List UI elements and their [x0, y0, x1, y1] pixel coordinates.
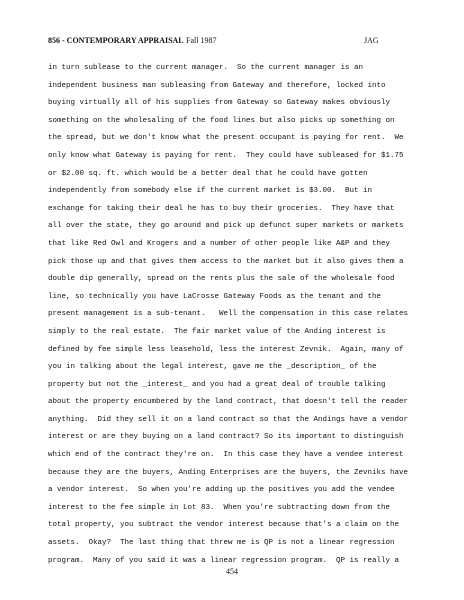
body-text-line: because they are the buyers, Anding Enterprises are the buyers, the Zevniks have — [48, 468, 409, 477]
header-initials: JAG — [364, 36, 379, 45]
body-text-line: that like Red Owl and Krogers and a number of other people like A&P and they — [48, 239, 391, 248]
header-issue-date: Fall 1987 — [186, 36, 217, 45]
body-text-line: program. Many of you said it was a linear regression program. QP is really a — [48, 556, 400, 565]
body-text-line: property but not the _interest_ and you had a great deal of trouble talking — [48, 380, 386, 389]
body-text-line: assets. Okay? The last thing that threw me is QP is not a linear regression — [48, 539, 395, 548]
body-text-line: all over the state, they go around and pick up defunct super markets or markets — [48, 222, 404, 231]
transcript-body — [48, 60, 438, 570]
body-text-line: line, so technically you have LaCrosse Gateway Foods as the tenant and the — [48, 292, 382, 301]
body-text-line: independent business man subleasing from Gateway and therefore, locked into — [48, 81, 386, 90]
body-text-line: pick those up and that gives them access to the market but it also gives them a — [48, 257, 404, 266]
body-text-line: simply to the real estate. The fair market value of the Anding interest is — [48, 327, 386, 336]
body-text-line: you in talking about the legal interest, gave me the _description_ of the — [48, 363, 377, 372]
header-journal-title: 856 - CONTEMPORARY APPRAISAL — [48, 36, 184, 45]
page-number: 454 — [226, 567, 238, 576]
body-text-line: in turn sublease to the current manager. So the current manager is an — [48, 64, 364, 72]
body-text-line: the spread, but we don't know what the present occupant is paying for rent. We — [48, 134, 404, 143]
body-text-line: total property, you subtract the vendor interest because that's a claim on the — [48, 521, 400, 530]
body-text-line: or $2.00 sq. ft. which would be a better deal that he could have gotten — [48, 169, 368, 178]
body-text-line: about the property encumbered by the land contract, that doesn't tell the reader — [48, 398, 409, 407]
body-text-line: which end of the contract they're on. In this case they have a vendee interest — [48, 451, 404, 460]
body-text-line: independently from somebody else if the current market is $3.00. But in — [48, 187, 373, 196]
body-text-line: exchange for taking their deal he has to buy their groceries. They have that — [48, 204, 395, 213]
body-text-line: a vendor interest. So when you're adding up the positives you add the vendee — [48, 486, 395, 495]
body-text-line: buying virtually all of his supplies from Gateway so Gateway makes obviously — [48, 99, 391, 108]
body-text-line: something on the wholesaling of the food lines but also picks up something on — [48, 116, 395, 125]
body-text-line: only know what Gateway is paying for rent. They could have subleased for $1.75 — [48, 151, 404, 160]
body-text-line: double dip generally, spread on the rents plus the sale of the wholesale food — [48, 275, 395, 284]
body-text-line: defined by fee simple less leasehold, less the interest Zevnik. Again, many of — [48, 345, 404, 354]
body-text-line: interest to the fee simple in Lot 83. When you're subtracting down from the — [48, 503, 391, 512]
body-text-line: interest or are they buying on a land contract? So its important to distinguish — [48, 433, 404, 442]
body-text-line: anything. Did they sell it on a land contract so that the Andings have a vendor — [48, 415, 409, 424]
running-header — [48, 35, 378, 47]
body-text-line: present management is a sub-tenant. Well the compensation in this case relates — [48, 310, 409, 319]
